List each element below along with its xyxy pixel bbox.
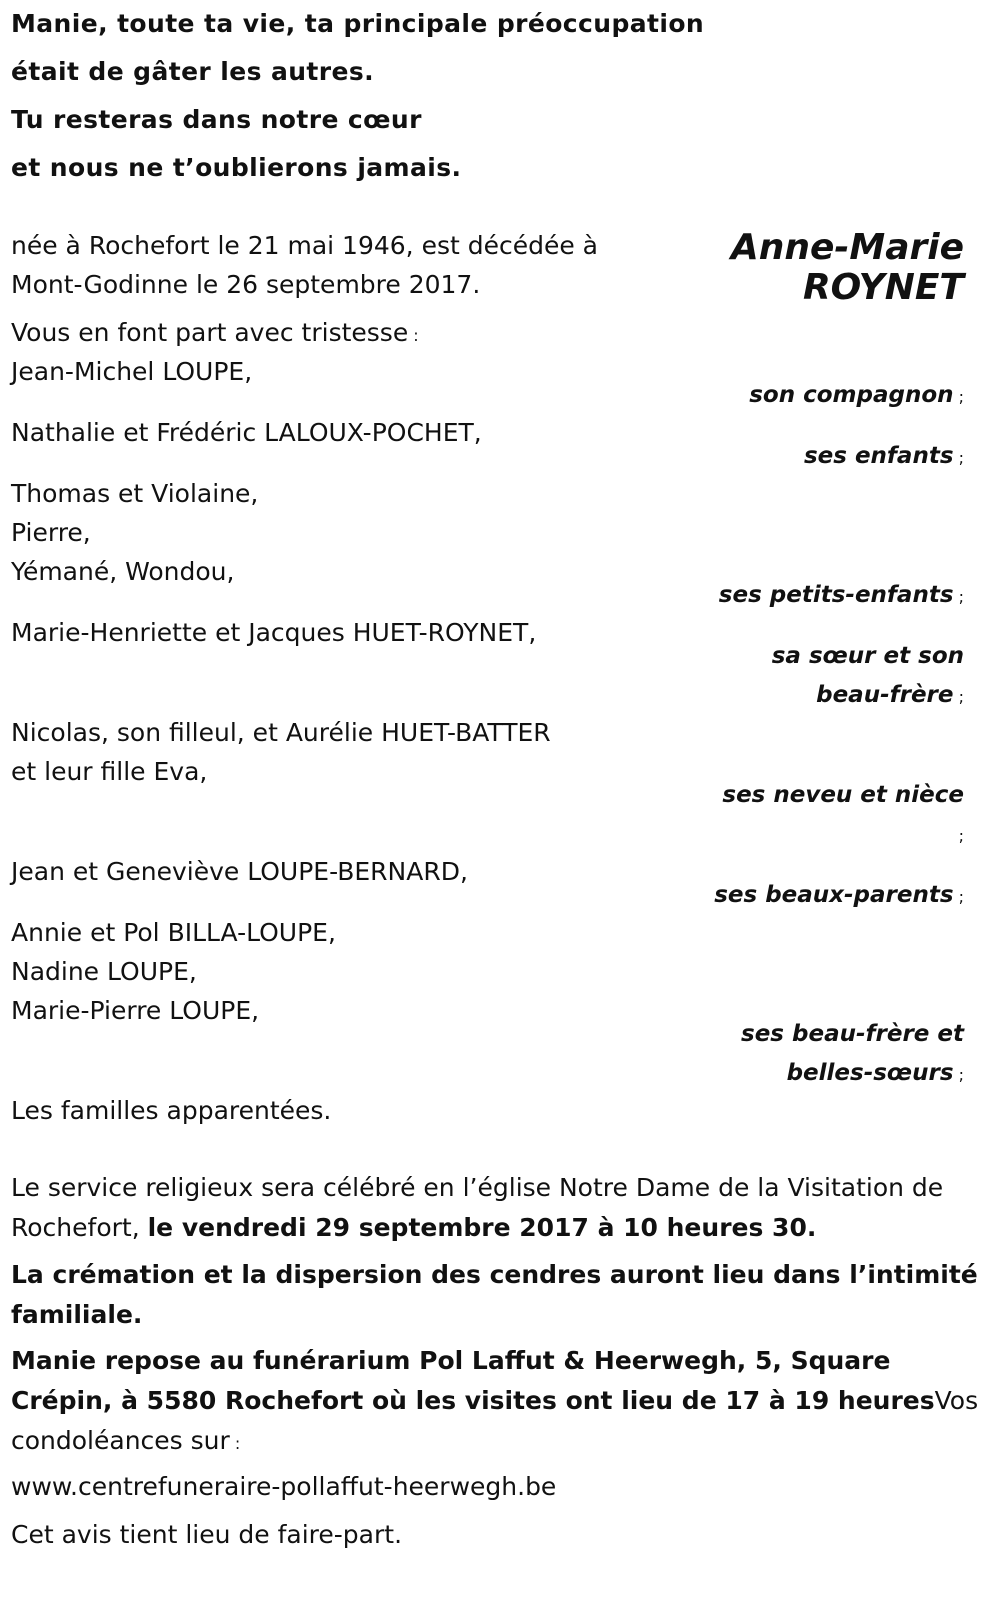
poem-line-3: Tu resteras dans notre cœur bbox=[11, 105, 422, 134]
deceased-first-name: Anne-Marie bbox=[730, 227, 964, 268]
relation-grandchildren bbox=[719, 575, 964, 617]
semicolon: ; bbox=[953, 448, 964, 467]
poem-line-1: Manie, toute ta vie, ta principale préoccupation bbox=[11, 9, 705, 38]
website-link[interactable]: www.centrefuneraire-pollaffut-heerwegh.be bbox=[11, 1472, 557, 1501]
nephew-name-1: Nicolas, son filleul, et Aurélie HUET-BATTER bbox=[11, 718, 551, 747]
relation-siblings-in-law-2 bbox=[787, 1053, 964, 1095]
semicolon: ; bbox=[953, 587, 964, 606]
sibling-in-law-name-3: Marie-Pierre LOUPE, bbox=[11, 996, 260, 1025]
sibling-in-law-name-1: Annie et Pol BILLA-LOUPE, bbox=[11, 918, 336, 947]
announce-line bbox=[11, 313, 419, 356]
birth-line: née à Rochefort le 21 mai 1946, est décédée à bbox=[11, 231, 598, 260]
relation-text: belles-sœurs bbox=[786, 1060, 954, 1086]
relation-companion bbox=[749, 375, 964, 417]
relation-siblings-in-law-1: ses beau-frère et bbox=[741, 1021, 964, 1047]
relation-nephew-semicolon bbox=[959, 814, 964, 856]
children-name: Nathalie et Frédéric LALOUX-POCHET, bbox=[11, 418, 482, 447]
service-date: le vendredi 29 septembre 2017 à 10 heures 30. bbox=[147, 1213, 817, 1242]
relation-text: beau-frère bbox=[816, 682, 954, 708]
relation-sister-2 bbox=[816, 675, 964, 717]
in-laws-name: Jean et Geneviève LOUPE-BERNARD, bbox=[11, 857, 468, 886]
relation-text: ses petits-enfants bbox=[718, 582, 954, 608]
sibling-in-law-name-2: Nadine LOUPE, bbox=[11, 957, 197, 986]
condolences-colon: : bbox=[229, 1434, 241, 1453]
relation-in-laws bbox=[714, 875, 964, 917]
semicolon: ; bbox=[958, 826, 964, 845]
service-text: Le service religieux sera célébré en l’église Notre Dame de la Visitation de Rochefort, bbox=[11, 1173, 944, 1242]
service-paragraph bbox=[11, 1168, 991, 1248]
nephew-name-2: et leur fille Eva, bbox=[11, 757, 208, 786]
relation-text: ses enfants bbox=[803, 443, 954, 469]
announce-colon: : bbox=[408, 326, 419, 345]
related-families: Les familles apparentées. bbox=[11, 1096, 332, 1125]
semicolon: ; bbox=[953, 387, 964, 406]
relation-text: son compagnon bbox=[749, 382, 954, 408]
relation-sister-1: sa sœur et son bbox=[771, 643, 964, 669]
semicolon: ; bbox=[953, 887, 964, 906]
closing-line: Cet avis tient lieu de faire-part. bbox=[11, 1520, 403, 1549]
semicolon: ; bbox=[953, 1065, 964, 1084]
relation-text: ses beaux-parents bbox=[714, 882, 954, 908]
cremation-paragraph: La crémation et la dispersion des cendres auront lieu dans l’intimité familiale. bbox=[11, 1260, 978, 1329]
relation-nephew: ses neveu et nièce bbox=[722, 782, 964, 808]
semicolon: ; bbox=[953, 687, 964, 706]
repose-text: Manie repose au funérarium Pol Laffut & Heerwegh, 5, Square Crépin, à 5580 Rochefort où les visites ont lieu de 17 à 19 heures bbox=[11, 1346, 935, 1415]
grandchild-name-2: Pierre, bbox=[11, 518, 91, 547]
relation-children bbox=[804, 436, 964, 478]
death-line: Mont-Godinne le 26 septembre 2017. bbox=[11, 270, 481, 299]
poem-line-2: était de gâter les autres. bbox=[11, 57, 375, 86]
grandchild-name-1: Thomas et Violaine, bbox=[11, 479, 259, 508]
announce-text: Vous en font part avec tristesse bbox=[11, 318, 409, 347]
deceased-last-name: ROYNET bbox=[802, 267, 964, 308]
repose-paragraph bbox=[11, 1341, 991, 1464]
grandchild-name-3: Yémané, Wondou, bbox=[11, 557, 235, 586]
condolences-text: Vos condoléances sur bbox=[11, 1386, 979, 1455]
companion-name: Jean-Michel LOUPE, bbox=[11, 357, 253, 386]
poem-line-4: et nous ne t’oublierons jamais. bbox=[11, 153, 462, 182]
sister-name: Marie-Henriette et Jacques HUET-ROYNET, bbox=[11, 618, 537, 647]
deceased-name bbox=[731, 228, 964, 308]
